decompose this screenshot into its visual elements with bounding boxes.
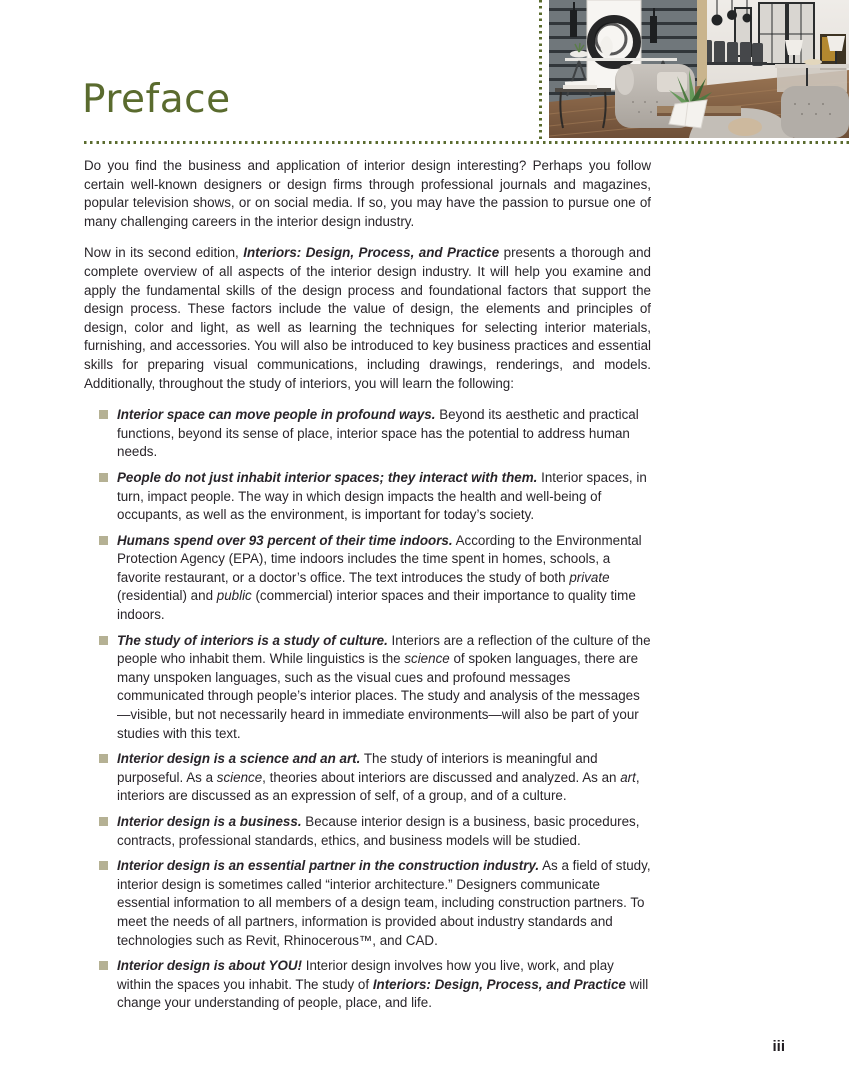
bullet-square-icon bbox=[99, 861, 108, 870]
photo-left-dotted-border bbox=[539, 0, 542, 140]
list-item-text: Interior design is a science and an art. The study of interiors is meaningful and purposeful. As a science, theories about interiors are discussed and analyzed. As an art, interiors are discussed as an expression of self, of a group, and of a culture. bbox=[117, 751, 640, 804]
bullet-square-icon bbox=[99, 817, 108, 826]
list-item bbox=[99, 532, 651, 625]
list-item-text: Interior design is about YOU! Interior design involves how you live, work, and play within the spaces you inhabit. The study of Interiors: Design, Process, and Practice will change your understanding of people, place, and life. bbox=[117, 958, 649, 1011]
list-item-text: The study of interiors is a study of culture. Interiors are a reflection of the culture of the people who inhabit them. While linguistics is the science of spoken languages, there are many unspoken languages, such as the visual cues and profound messages communicated through people’s interior places. The study and analysis of the messages—visible, but not necessarily heard in immediate environments—will also be part of your studies with this text. bbox=[117, 632, 651, 741]
list-item bbox=[99, 957, 651, 1013]
bullet-square-icon bbox=[99, 473, 108, 482]
list-item bbox=[99, 406, 651, 462]
bullet-square-icon bbox=[99, 961, 108, 970]
list-item-text: People do not just inhabit interior spaces; they interact with them. Interior spaces, in turn, impact people. The way in which design impacts the health and well-being of occupants, as well as the environment, is important for today’s society. bbox=[117, 469, 647, 523]
intro-paragraph-1: Do you find the business and application of interior design interesting? Perhaps you follow certain well-known designers or design firms through professional journals and magazines, popular television shows, or on social media. If so, you may have the passion to pursue one of many challenging careers in the interior design industry. bbox=[84, 158, 651, 229]
list-item-text: Interior space can move people in profound ways. Beyond its aesthetic and practical functions, beyond its sense of place, interior space has the potential to address human needs. bbox=[117, 407, 639, 460]
intro-paragraph-2: Now in its second edition, Interiors: Design, Process, and Practice presents a thorough and complete overview of all aspects of the interior design industry. It will help you examine and apply the fundamental skills of the design process and foundational factors that support the design process. These factors include the value of design, the elements and principles of design, color and light, as well as learning the techniques for selecting interior materials, furnishing, and accessories. You will also be introduced to key business practices and essential skills for preparing visual communications, including drawings, renderings, and models. Additionally, throughout the study of interiors, you will learn the following: bbox=[84, 245, 651, 391]
list-item bbox=[99, 469, 651, 525]
list-item bbox=[99, 750, 651, 806]
list-item bbox=[99, 813, 651, 850]
interior-lounge-photo bbox=[549, 0, 849, 138]
bullet-square-icon bbox=[99, 754, 108, 763]
list-item bbox=[99, 632, 651, 744]
bullet-square-icon bbox=[99, 410, 108, 419]
page-title: Preface bbox=[82, 77, 231, 122]
list-item-text: Interior design is an essential partner in the construction industry. As a field of study, interior design is sometimes called “interior architecture.” Designers communicate essential information to all members of a design team, including construction partners. To meet the needs of all partners, information is provided about industry standards and technologies such as Revit, Rhinocerous™, and CAD. bbox=[117, 858, 651, 948]
bullet-square-icon bbox=[99, 536, 108, 545]
list-item-text: Humans spend over 93 percent of their time indoors. According to the Environmental Protection Agency (EPA), time indoors includes the time spent in homes, schools, a favorite restaurant, or a doctor’s office. The text introduces the study of both private (residential) and public (commercial) interior spaces and their importance to quality time indoors. bbox=[117, 532, 642, 623]
preface-body bbox=[84, 157, 651, 1020]
title-dotted-rule bbox=[84, 141, 849, 144]
list-item bbox=[99, 857, 651, 950]
bullet-square-icon bbox=[99, 636, 108, 645]
page-number: iii bbox=[772, 1038, 785, 1055]
list-item-text: Interior design is a business. Because interior design is a business, basic procedures, contracts, professional standards, ethics, and business models will be studied. bbox=[117, 814, 640, 848]
key-points-list bbox=[84, 406, 651, 1013]
interior-lounge-photo-art bbox=[549, 0, 849, 138]
